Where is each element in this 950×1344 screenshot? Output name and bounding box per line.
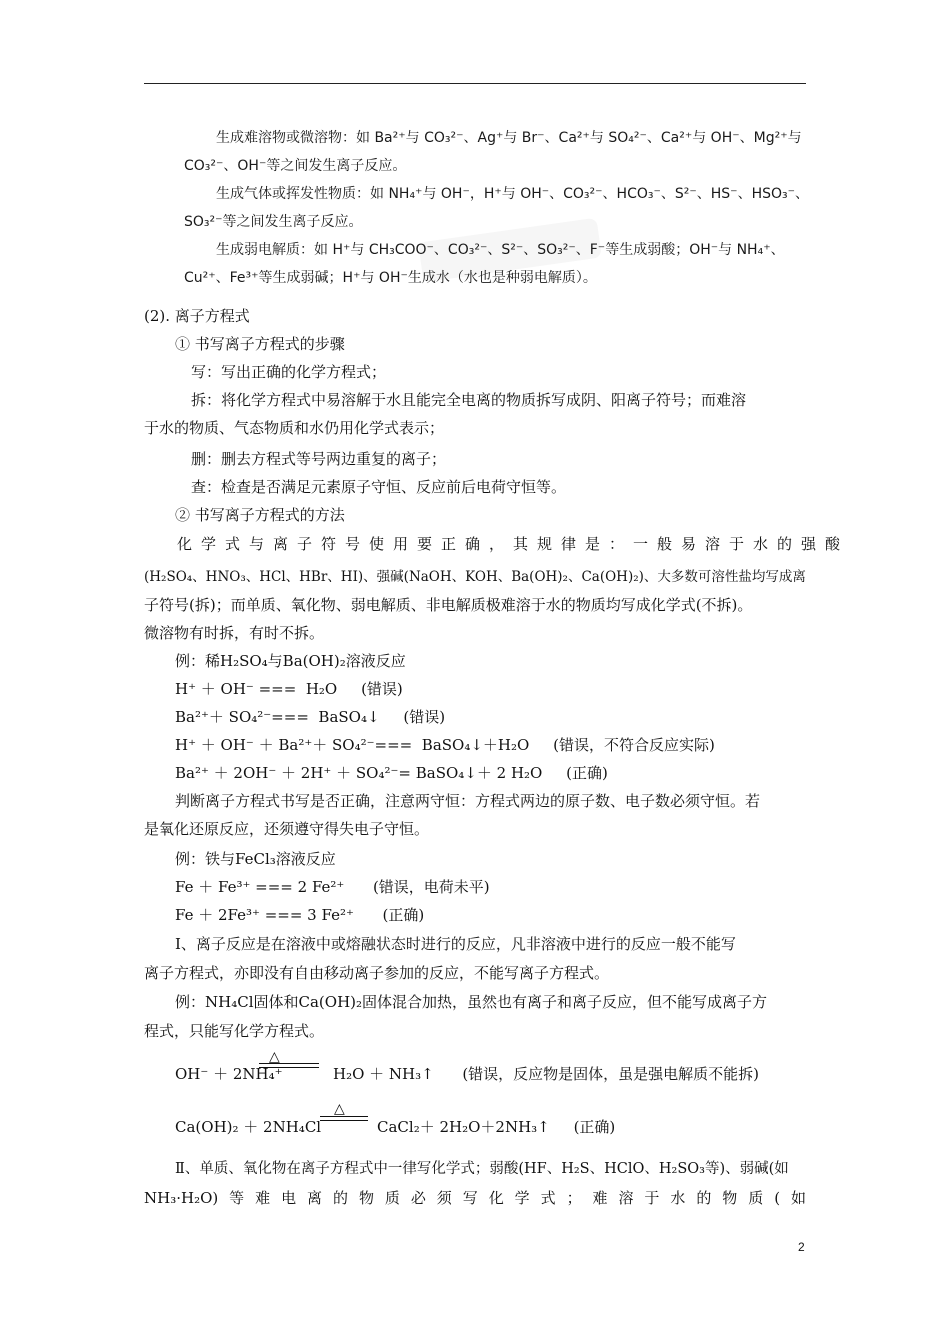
rule-2-token: ； [566,1189,582,1207]
eq-heat-2-left: Ca(OH)₂ ＋ 2NH₄Cl [175,1118,322,1136]
step-split-line-1: 拆：将化学方程式中易溶解于水且能完全电离的物质拆写成阴、阳离子符号；而难溶 [191,391,747,409]
rule-2-token: 离 [307,1189,323,1207]
rule-2-token: 质 [384,1189,400,1207]
rule-2-token: 的 [696,1189,712,1207]
method-line-4: 微溶物有时拆，有时不拆。 [144,624,325,642]
example-1-eq-2: Ba²⁺＋ SO₄²⁻=== BaSO₄↓ (错误) [175,708,446,726]
rule-2-line-1: Ⅱ、单质、氧化物在离子方程式中一律写化学式；弱酸(HF、H₂S、HClO、H₂SO₃等)、弱碱(如 [175,1161,789,1177]
example-1-title: 例：稀H₂SO₄与Ba(OH)₂溶液反应 [175,652,406,670]
example-1-eq-1: H⁺ ＋ OH⁻ === H₂O (错误) [175,680,403,698]
rule-2-token: NH₃·H₂O) [144,1189,219,1207]
judge-line-1: 判断离子方程式书写是否正确，注意两守恒：方程式两边的原子数、电子数必须守恒。若 [175,792,761,810]
rule-2-token: 式 [540,1189,556,1207]
step-delete: 删：删去方程式等号两边重复的离子； [191,450,447,468]
example-3-line-1: 例：NH₄Cl固体和Ca(OH)₂固体混合加热，虽然也有离子和离子反应，但不能写成离子方 [175,993,768,1011]
method-line-2: (H₂SO₄、HNO₃、HCl、HBr、HI)、强碱(NaOH、KOH、Ba(OH)₂、Ca(OH)₂)、大多数可溶性盐均写成离 [144,569,806,585]
rule-2-token: 质 [748,1189,764,1207]
eq-heat-1-right: H₂O ＋ NH₃↑ (错误，反应物是固体，虽是强电解质不能拆) [333,1065,760,1083]
eq-heat-2-right: CaCl₂＋ 2H₂O＋2NH₃↑ (正确) [377,1118,616,1136]
box-line-4: SO₃²⁻等之间发生离子反应。 [184,214,363,230]
box-line-3: 生成气体或挥发性物质：如 NH₄⁺与 OH⁻，H⁺与 OH⁻、CO₃²⁻、HCO₃⁻、S²⁻、HS⁻、HSO₃⁻、 [216,186,810,202]
rule-2-token: 须 [436,1189,452,1207]
rule-2-token: 化 [488,1189,504,1207]
rule-2-token: 写 [462,1189,478,1207]
judge-line-2: 是氧化还原反应，还须遵守得失电子守恒。 [144,820,430,838]
rule-1-line-2: 离子方程式，亦即没有自由移动离子参加的反应，不能写离子方程式。 [144,964,610,982]
heat-symbol-2: △ [334,1101,345,1117]
rule-2-token: 难 [255,1189,271,1207]
rule-2-token: 物 [722,1189,738,1207]
equals-bar-bottom-1 [259,1067,319,1068]
example-2-title: 例：铁与FeCl₃溶液反应 [175,850,336,868]
step-write: 写：写出正确的化学方程式； [191,363,387,381]
example-1-eq-4: Ba²⁺ ＋ 2OH⁻ ＋ 2H⁺ ＋ SO₄²⁻= BaSO₄↓＋ 2 H₂O (正确) [175,764,608,782]
header-rule [144,83,806,84]
subheading-steps: ① 书写离子方程式的步骤 [175,335,345,353]
rule-2-token: 等 [229,1189,245,1207]
rule-2-token: 于 [644,1189,660,1207]
subheading-method: ② 书写离子方程式的方法 [175,506,345,524]
box-line-5: 生成弱电解质：如 H⁺与 CH₃COO⁻、CO₃²⁻、S²⁻、SO₃²⁻、F⁻等生成弱酸；OH⁻与 NH₄⁺、 [216,242,785,258]
rule-1-line-1: Ⅰ、离子反应是在溶液中或熔融状态时进行的反应，凡非溶液中进行的反应一般不能写 [175,935,736,953]
method-line-3: 子符号(拆)；而单质、氧化物、弱电解质、非电解质极难溶于水的物质均写成化学式(不拆)。 [144,596,753,614]
rule-2-token: 溶 [618,1189,634,1207]
rule-2-line-2 [144,1188,806,1208]
rule-2-token: 难 [592,1189,608,1207]
box-line-6: Cu²⁺、Fe³⁺等生成弱碱；H⁺与 OH⁻生成水（水也是种弱电解质）。 [184,270,597,286]
page-number: 2 [798,1240,805,1254]
rule-2-token: 学 [514,1189,530,1207]
rule-2-token: 的 [332,1189,348,1207]
rule-2-token: 物 [358,1189,374,1207]
equals-bar-top-1 [259,1063,319,1064]
box-line-1: 生成难溶物或微溶物：如 Ba²⁺与 CO₃²⁻、Ag⁺与 Br⁻、Ca²⁺与 SO₄²⁻、Ca²⁺与 OH⁻、Mg²⁺与 [216,130,802,146]
section-title: (2). 离子方程式 [144,307,250,325]
step-split-line-2: 于水的物质、气态物质和水仍用化学式表示； [144,419,445,437]
equals-bar-top-2 [320,1116,368,1117]
box-line-2: CO₃²⁻、OH⁻等之间发生离子反应。 [184,158,407,174]
rule-2-token: 电 [281,1189,297,1207]
heat-symbol-1: △ [269,1049,280,1065]
method-line-1: 化学式与离子符号使用要正确，其规律是：一般易溶于水的强酸 [177,535,850,553]
rule-2-token: 必 [410,1189,426,1207]
example-1-eq-3: H⁺ ＋ OH⁻ ＋ Ba²⁺＋ SO₄²⁻=== BaSO₄↓＋H₂O (错误，不符合反应实际) [175,736,715,754]
example-2-eq-2: Fe ＋ 2Fe³⁺ === 3 Fe²⁺ (正确) [175,906,425,924]
step-check: 查：检查是否满足元素原子守恒、反应前后电荷守恒等。 [191,478,567,496]
rule-2-token: 水 [670,1189,686,1207]
rule-2-token: ( [774,1189,781,1207]
equals-bar-bottom-2 [320,1120,368,1121]
example-2-eq-1: Fe ＋ Fe³⁺ === 2 Fe²⁺ (错误，电荷未平) [175,878,490,896]
example-3-line-2: 程式，只能写化学方程式。 [144,1022,325,1040]
eq-heat-1-left: OH⁻ ＋ 2NH₄⁺ [175,1065,283,1083]
rule-2-token: 如 [790,1189,806,1207]
